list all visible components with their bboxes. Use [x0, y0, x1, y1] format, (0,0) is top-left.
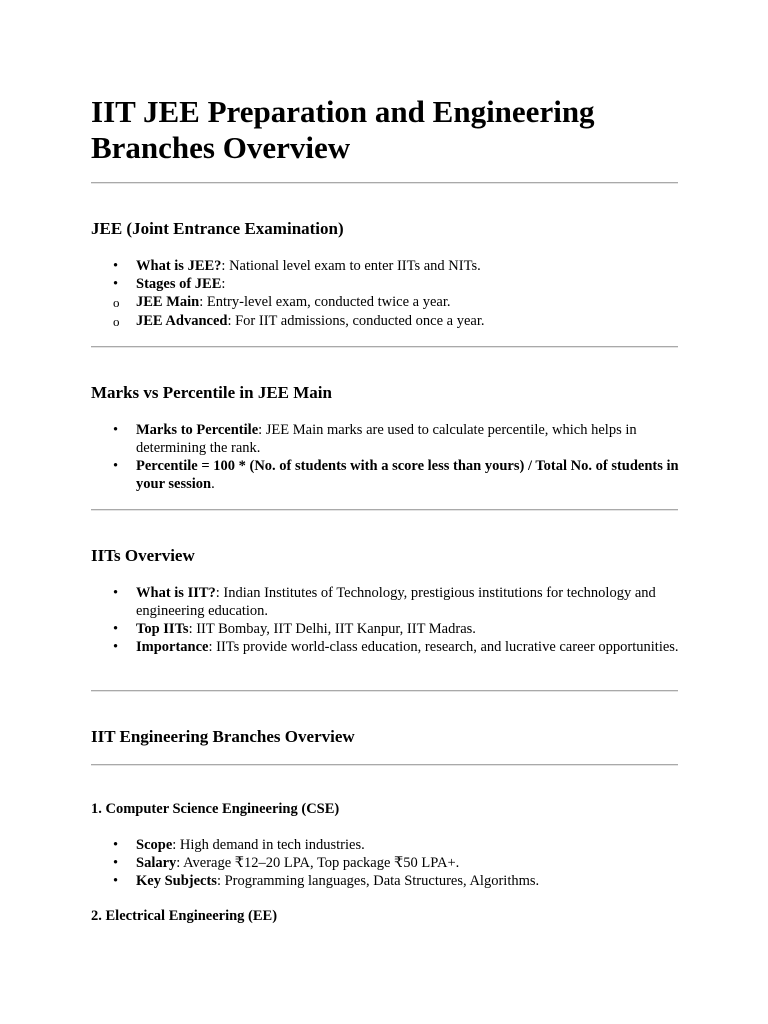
- item-term: What is IIT?: [136, 585, 216, 601]
- section-heading-iits: IITs Overview: [91, 546, 195, 565]
- bullet-icon: •: [113, 422, 119, 438]
- list-item: [91, 275, 679, 293]
- item-text: : JEE Main marks are used to calculate percentile, which helps in determining the rank.: [136, 422, 637, 456]
- item-term: Top IITs: [136, 621, 189, 637]
- item-text: : National level exam to enter IITs and NITs.: [221, 258, 481, 274]
- bullet-icon: •: [113, 855, 119, 871]
- list-item: [91, 584, 679, 620]
- item-term: Salary: [136, 855, 177, 871]
- list-item: [91, 854, 679, 872]
- list-item: [91, 257, 679, 275]
- bullet-icon: •: [113, 276, 119, 292]
- subsection-heading-ee: 2. Electrical Engineering (EE): [91, 908, 278, 924]
- divider: [91, 346, 678, 348]
- item-text: : High demand in tech industries.: [172, 837, 365, 853]
- marks-list: [91, 421, 679, 493]
- item-text: : Entry-level exam, conducted twice a year.: [199, 294, 451, 310]
- item-term: JEE Main: [136, 294, 200, 310]
- item-text: : Indian Institutes of Technology, prestigious institutions for technology and engineering education.: [136, 585, 656, 619]
- list-item: [91, 620, 679, 638]
- section-heading-marks: Marks vs Percentile in JEE Main: [91, 383, 332, 402]
- list-item: [91, 638, 679, 656]
- item-term: Importance: [136, 639, 209, 655]
- item-text: : IIT Bombay, IIT Delhi, IIT Kanpur, IIT Madras.: [188, 621, 476, 637]
- bullet-icon: •: [113, 837, 119, 853]
- cse-list: [91, 836, 679, 890]
- item-term: What is JEE?: [136, 258, 222, 274]
- divider: [91, 690, 678, 692]
- item-term: Percentile = 100 * (No. of students with a score less than yours) / Total No. of students in your session: [136, 458, 679, 492]
- circle-bullet-icon: o: [113, 295, 120, 310]
- page-title: IIT JEE Preparation and Engineering Branches Overview: [91, 94, 595, 165]
- bullet-icon: •: [113, 873, 119, 889]
- jee-stages-sublist: [46, 293, 679, 331]
- sublist-item: [46, 293, 679, 312]
- item-term: Scope: [136, 837, 173, 853]
- item-term: JEE Advanced: [136, 313, 228, 329]
- item-text: : For IIT admissions, conducted once a year.: [227, 313, 485, 329]
- circle-bullet-icon: o: [113, 314, 120, 329]
- bullet-icon: •: [113, 621, 119, 637]
- item-term: Marks to Percentile: [136, 422, 259, 438]
- item-term: Stages of JEE: [136, 276, 222, 292]
- iits-list: [91, 584, 679, 656]
- list-item: [91, 836, 679, 854]
- bullet-icon: •: [113, 458, 119, 474]
- item-text: : Programming languages, Data Structures, Algorithms.: [216, 873, 540, 889]
- divider: [91, 764, 678, 766]
- list-item: [91, 421, 679, 457]
- sublist-item: [46, 312, 679, 331]
- divider: [91, 182, 678, 184]
- item-term: Key Subjects: [136, 873, 217, 889]
- bullet-icon: •: [113, 639, 119, 655]
- bullet-icon: •: [113, 258, 119, 274]
- subsection-heading-cse: 1. Computer Science Engineering (CSE): [91, 801, 340, 817]
- section-heading-jee: JEE (Joint Entrance Examination): [91, 219, 344, 238]
- bullet-icon: •: [113, 585, 119, 601]
- item-text: .: [211, 476, 215, 492]
- list-item: [91, 457, 679, 493]
- jee-list: [91, 257, 679, 331]
- list-item: [91, 872, 679, 890]
- divider: [91, 509, 678, 511]
- item-text: :: [221, 276, 226, 292]
- section-heading-branches: IIT Engineering Branches Overview: [91, 727, 355, 746]
- item-text: : IITs provide world-class education, research, and lucrative career opportunities.: [208, 639, 679, 655]
- item-text: : Average ₹12–20 LPA, Top package ₹50 LPA+.: [176, 855, 460, 871]
